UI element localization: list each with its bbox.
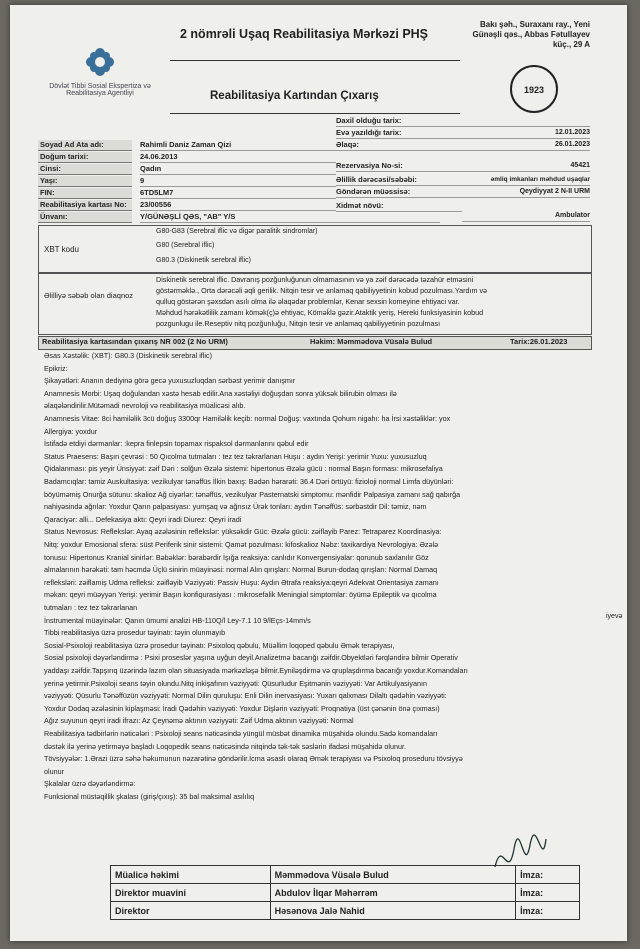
signature-role: Direktor muavini bbox=[111, 884, 271, 902]
epicrisis-line: Yoxdur Dodaq əzələsinin kiplaşməsi: İradi Qədəhin vəziyyəti: Yoxdur Dişlərin vəziyyəti: Proqnatiya (üst çənənin önə çıxması) bbox=[44, 703, 440, 713]
diagnosis-line: Diskinetik serebral iflic. Davranış pozğunluğunun olmamasının və ya zəif dərəcədə təzahür etməsini bbox=[156, 275, 474, 284]
epicrisis-line: Anamnesis Morbi: Uşaq doğulandan xəstə hesab edilir.Ana xəstəliyi doğuşdan sonra yüksək bilirubin olması ilə bbox=[44, 388, 397, 398]
epicrisis-line: Sosial-Psixoloji reabilitasiya üzrə prosedur təyinatı: Psixoloq qəbulu, Müəllim loqoped qəbulu Əmək terapiyası, bbox=[44, 640, 395, 650]
address-line: Bakı şəh., Suraxanı ray., Yeni bbox=[480, 20, 590, 29]
diagnosis-line: pozgunlugu ile.Reseptiv nitq pozğunluğu, Nitqin tesir ve anlamaq qabiliyyetinin pozulması bbox=[156, 319, 441, 328]
epicrisis-line: Şkalalar üzrə dəyərləndirmə: bbox=[44, 779, 136, 789]
extract-doctor: Həkim: Məmmədova Vüsalə Bulud bbox=[310, 337, 433, 346]
epicrisis-line: Tövsiyyələr: 1.Ərazi üzrə səhə həkumunun nəzarətinə göndərilir.İcma əsaslı olaraq Əmək terapiyası və Psixoloq proseduru tövsiyyə bbox=[44, 754, 463, 764]
admission-date-label: Daxil olduğu tarix: bbox=[336, 116, 462, 127]
extract-title: Reabilitasiya kartasından çıxarış NR 002 (2 No URM) bbox=[42, 337, 228, 346]
signature-role: Direktor bbox=[111, 902, 271, 920]
contact-value: 26.01.2023 bbox=[462, 140, 590, 151]
epicrisis-line: Funksional müstəqillik şkalası (giriş/çıxış): 35 bal maksimal asılılıq bbox=[44, 792, 255, 801]
card-number-value: 23/00556 bbox=[140, 200, 336, 211]
disability-degree-label: Əlillik dərəcəsi/səbəbi: bbox=[336, 175, 462, 186]
signature-name: Məmmədova Vüsalə Bulud bbox=[270, 866, 515, 884]
xbt-code: G80.3 (Diskinetik serebral iflic) bbox=[156, 257, 251, 264]
epicrisis-line: almalarının hərəkəti: tam həcmdə Üçlü sinirin müayinəsi: normal Alın qırışları: Normal Burun-dodaq qırışları: Normal Damaq bbox=[44, 565, 438, 575]
epicrisis-line: Nitq: yoxdur Emosional sfera: süst Periferik sinir sistemi: Qamət pozulması: kifoskalioz Nəbz: taxikardiya Nevrologiya: Əzələ bbox=[44, 540, 439, 549]
birthdate-label: Doğum tarixi: bbox=[38, 152, 132, 163]
epicrisis-line: Sosial psixoloji dəyərləndirmə : Psixi proseslər yaşına uyğun deyil.Analizetmə bacarığı zəifdir.Obyektləri fərqləndirə bilmir Operativ bbox=[44, 653, 458, 663]
epicrisis-line: refleksləri: zəiflamiş Udma refleksi: zəifləyib Vəziyyəti: Passiv Huşu: Aydın Ətrafa reaksiya:qeyri Adekvat Orientasiya zamanı bbox=[44, 577, 439, 587]
epicrisis-line: tonusu: Hipertonus Kranial sinirlər: Bəbəklər: bərabərdir İşığa reaksiya: canlıdır Konvergensiyalar: qorunub saxlanılır Göz bbox=[44, 552, 429, 562]
epicrisis-line: İstifadə etdiyi dərmanlar: :kepra finlepsin topamax rispaksol dərmanlarını qəbul edir bbox=[44, 439, 309, 449]
service-type-label: Xidmət növü: bbox=[336, 201, 462, 212]
diagnosis-line: Məhdud hərəkətlilik zamanı kömək(ç)ə ehtiyac, Köməḱlə gəzir.Ataktik yeriş, Hereki funksiyasinin kobud bbox=[156, 308, 484, 317]
signature-table bbox=[110, 865, 580, 920]
epicrisis-line: Tibbi reabilitasiya üzrə prosedur təyinatı: təyin olunmayıb bbox=[44, 628, 226, 638]
epicrisis-line: Epikriz: bbox=[44, 363, 68, 373]
epicrisis-line: dəstək ilə yerinə yetirməyə başladı Loqopedik seans nəticəsində nitqində tək-tək səslərin ifadəsi müşahidə olunur. bbox=[44, 741, 406, 751]
logo-text: Dövlət Tibbi Sosial Ekspertiza və Reabilitasiya Agentliyi bbox=[49, 83, 151, 97]
extract-date: Tarix:26.01.2023 bbox=[510, 337, 568, 346]
epicrisis-line: Reabilitasiya tədbirlərin nəticələri : Psixoloji seans nəticəsində yüngül müsbət dinamika müşahidə olundu.Sadə komandaları bbox=[44, 729, 438, 738]
epicrisis-line: İnstrumental müayinələr: Qanın ümumi analizi HB-110Q/l Ley-7.1 10 9/lEçs-14mm/s bbox=[44, 615, 311, 625]
epicrisis-line: vəziyyəti: Qüsurlu Tənəffüzün vəziyyəti: Normal Dilin quruluşu: Enli Dilin inervasiyası: Yuxarı qalxması Dilaltı qədəhin vəziyyəti: bbox=[44, 691, 447, 701]
xbt-label: XBT kodu bbox=[44, 245, 79, 254]
epicrisis-line: Status Praesens: Başın çevrəsi : 50 Qıcolma tutmaları : tez tez təkrarlanan Huşu : aydın Yerişi: yerimir Yuxu: yuxusuzluq bbox=[44, 451, 427, 461]
address-value: Y/GÜNƏŞLİ QƏS, "AB" Y/S bbox=[140, 212, 440, 223]
agency-logo bbox=[40, 45, 160, 97]
signature-name: Abdulov İlqar Məhərrəm bbox=[270, 884, 515, 902]
phone-icon bbox=[510, 65, 558, 113]
referring-institution-label: Göndərən müəssisə: bbox=[336, 187, 462, 198]
epicrisis-line: Badamcıqlar: tamiz Auskultasiya: vezikulyar tənəffüs İlkin baxış: Bədən hərarəti: 36.4 Dəri örtüyü: fizioloji normal Limfa düyünləri: bbox=[44, 477, 454, 486]
signature-label: İmza: bbox=[516, 902, 580, 920]
fin-value: 6TD5LM7 bbox=[140, 188, 336, 199]
epicrisis-line: böyüməmiş Onurğa sütunu: skalioz Ağ ciyərlər: tənəffüs, vezikulyar Pasternatski simptomu: mənfidir Palpasiya zamanı sağ qabırğa bbox=[44, 489, 461, 499]
admission-date-value bbox=[462, 116, 590, 127]
card-number-label: Reabilitasiya kartası No: bbox=[38, 200, 132, 211]
flower-emblem-icon bbox=[83, 45, 117, 79]
epicrisis-line: Anamnesis Vitae: 8ci hamiləlik 3cü doğuş 3300qr Hamiləlik keçib: normal Doğuş: vaxtında Qohum nigahı: ha İrsi xəstəliklər: yox bbox=[44, 414, 451, 423]
xbt-code: G80 (Serebral iflic) bbox=[156, 242, 215, 249]
birthdate-value: 24.06.2013 bbox=[140, 152, 336, 163]
epicrisis-line: nahiyəsində ağrılar: Yoxdur Qarın palpasiyası: yumşaq və ağrısız Ürək tonları: aydın Tənəffüs: sərbəstdir Dil: təmiz, nəm bbox=[44, 502, 427, 512]
epicrisis-line: yerinə yetirmir.Psixoloji seans təyin olundu.Nitq inkişafının vəziyyəti: Qüsurludur Eşitmənin vəziyyəti: Var Artikulyasiyanın bbox=[44, 678, 427, 688]
margin-note: iyevə bbox=[606, 613, 623, 620]
fin-label: FIN: bbox=[38, 188, 132, 199]
address-block bbox=[460, 20, 590, 50]
epicrisis-line: olunur bbox=[44, 766, 64, 776]
name-label: Soyad Ad Ata adı: bbox=[38, 140, 132, 151]
epicrisis-line: Qaraciyər: alli... Defekasiya aktı: Qeyri iradi Diurez: Qeyri iradi bbox=[44, 514, 242, 524]
xbt-code: G80-G83 (Serebral iflic və digər paralitik sindromlar) bbox=[156, 228, 318, 235]
sex-value: Qadın bbox=[140, 164, 336, 175]
service-type-value: Ambulator bbox=[462, 211, 590, 222]
reservation-label: Rezervasiya No-si: bbox=[336, 161, 462, 172]
sex-label: Cinsi: bbox=[38, 164, 132, 175]
referring-institution-value: Qeydiyyat 2 N-II URM bbox=[462, 187, 590, 198]
diagnosis-line: göstərməklə., Orta dərəcəli əqli gerilik. Nitqin tesir ve anlamaq qabiliyyetinin kobud pozulması.Yardım və bbox=[156, 286, 488, 295]
epicrisis-line: Ağız suyunun qeyri iradi ifrazı: Az Çeynəmə aktının vəziyyəti: Zəif Udma aktının vəziyyəti: Normal bbox=[44, 716, 354, 726]
epicrisis-line: Şikayətləri: Ananın dediyinə görə gecə yuxusuzluqdan sərbəst yerimir danışmır bbox=[44, 376, 296, 386]
disability-label: Əlilliyə səbəb olan diaqnoz bbox=[44, 291, 134, 300]
discharge-date-label: Evə yazıldığı tarix: bbox=[336, 128, 462, 139]
document-title: 2 nömrəli Uşaq Reabilitasiya Mərkəzi PHŞ bbox=[180, 27, 429, 41]
signature-label: İmza: bbox=[516, 884, 580, 902]
age-label: Yaşı: bbox=[38, 176, 132, 187]
contact-label: Əlaqə: bbox=[336, 140, 462, 151]
age-value: 9 bbox=[140, 176, 336, 187]
address-label: Ünvanı: bbox=[38, 212, 132, 223]
document-page bbox=[10, 5, 627, 941]
signature-label: İmza: bbox=[516, 866, 580, 884]
epicrisis-line: Qidalanması: pis yeyir Ünsiyyət: zəif Dəri : solğun Əzələ sistemi: hipertonus Əzələ gücü : normal Başın forması: mikrosefaliya bbox=[44, 464, 443, 474]
address-line: Günəşli qəs., Abbas Fətullayev bbox=[472, 30, 590, 39]
signature-role: Müalicə həkimi bbox=[111, 866, 271, 884]
address-line: küç., 29 A bbox=[552, 40, 590, 49]
epicrisis-line: Allergiya: yoxdur bbox=[44, 426, 98, 436]
diagnosis-line: qulluq göstərən şəxsdən asılı olma ilə əlaqədar problemlər, Kenar sexsin komeyine ehtiyaci var. bbox=[156, 297, 460, 306]
epicrisis-line: Əsas Xəstəlik: (XBT): G80.3 (Diskinetik serebral iflic) bbox=[44, 351, 212, 360]
document-subtitle: Reabilitasiya Kartından Çıxarış bbox=[210, 90, 379, 102]
epicrisis-line: Status Nevrosus: Reflekslər: Ayaq əzələsinin reflekslər: yüksəkdir Güc: Əzələ gücü: zəiflayib Parez: Tetraparez Koordinasiya: bbox=[44, 527, 442, 537]
epicrisis-line: məkan: qeyri müəyyən Yerişi: yerimir Başın konfiqurasiyası : mikrosefalik Meningial simptomlar: öyümə Epileptik və qıcolma bbox=[44, 590, 437, 600]
phone-number: 1923 bbox=[523, 85, 545, 95]
reservation-value: 45421 bbox=[462, 161, 590, 172]
discharge-date-value: 12.01.2023 bbox=[462, 128, 590, 139]
epicrisis-line: tutmaları : tez tez təkrarlanan bbox=[44, 603, 138, 612]
signature-name: Həsənova Jalə Nahid bbox=[270, 902, 515, 920]
epicrisis-line: yaddaşı zəifdir.Tapşırıq üzərində lazım olan situasiyada mərkəzləşə bilmir.Eyniləşdirmə və qruplaşdırma bacarığı yoxdur.Komandaları bbox=[44, 666, 468, 675]
disability-degree-value: əmliq imkanları məhdud uşaqlar bbox=[462, 175, 590, 186]
name-value: Rahimli Daniz Zaman Qizi bbox=[140, 140, 336, 151]
epicrisis-line: əlaqələndirilir.Mütəmadi nevroloji və reabilitasiya müalicəsi alıb. bbox=[44, 401, 246, 411]
